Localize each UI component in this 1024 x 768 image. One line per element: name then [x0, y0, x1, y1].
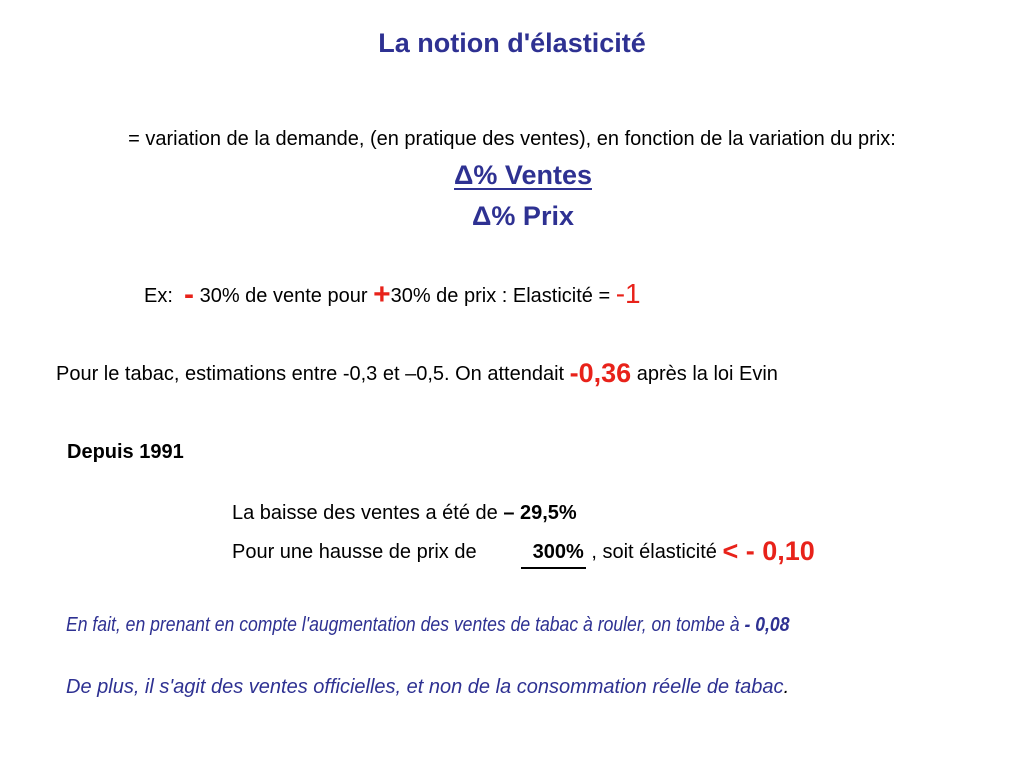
example-plus-sign: + [373, 278, 391, 311]
decline-line [232, 502, 577, 525]
tobacco-suffix: après la loi Evin [636, 363, 778, 385]
moreover-text: De plus, il s'agit des ventes officielles, et non de la consommation réelle de tabac [66, 676, 784, 698]
increase-text: Pour une hausse de prix de [232, 541, 477, 563]
example-prefix: Ex: [144, 285, 173, 307]
definition-text: = variation de la demande, (en pratique des ventes), en fonction de la variation du prix: [128, 128, 896, 150]
moreover-end: . [783, 676, 790, 698]
slide-title: La notion d'élasticité [378, 28, 646, 58]
increase-elasticity: < - 0,10 [722, 536, 815, 566]
example-price-text: 30% de prix : Elasticité = [390, 285, 611, 307]
decline-value: – 29,5% [503, 502, 577, 524]
in-fact-text: En fait, en prenant en compte l'augmentation des ventes de tabac à rouler, on tombe à [66, 614, 740, 636]
example-line [144, 278, 641, 312]
moreover-note [66, 676, 789, 699]
increase-middle: , soit élasticité [591, 541, 717, 563]
since-heading: Depuis 1991 [67, 441, 184, 463]
tobacco-expected-value: -0,36 [569, 358, 632, 388]
formula-denominator: Δ% Prix [472, 201, 574, 231]
in-fact-value: - 0,08 [744, 614, 790, 636]
increase-value: 300% [521, 541, 586, 569]
formula-numerator: Δ% Ventes [454, 160, 592, 190]
in-fact-note [66, 614, 789, 637]
example-minus-sign: - [184, 278, 195, 311]
tobacco-text: Pour le tabac, estimations entre -0,3 et –0,5. On attendait [56, 363, 565, 385]
decline-text: La baisse des ventes a été de [232, 502, 498, 524]
increase-line [232, 536, 815, 569]
tobacco-line [56, 358, 778, 389]
example-sales-text: 30% de vente pour [199, 285, 368, 307]
example-result: -1 [615, 278, 641, 309]
